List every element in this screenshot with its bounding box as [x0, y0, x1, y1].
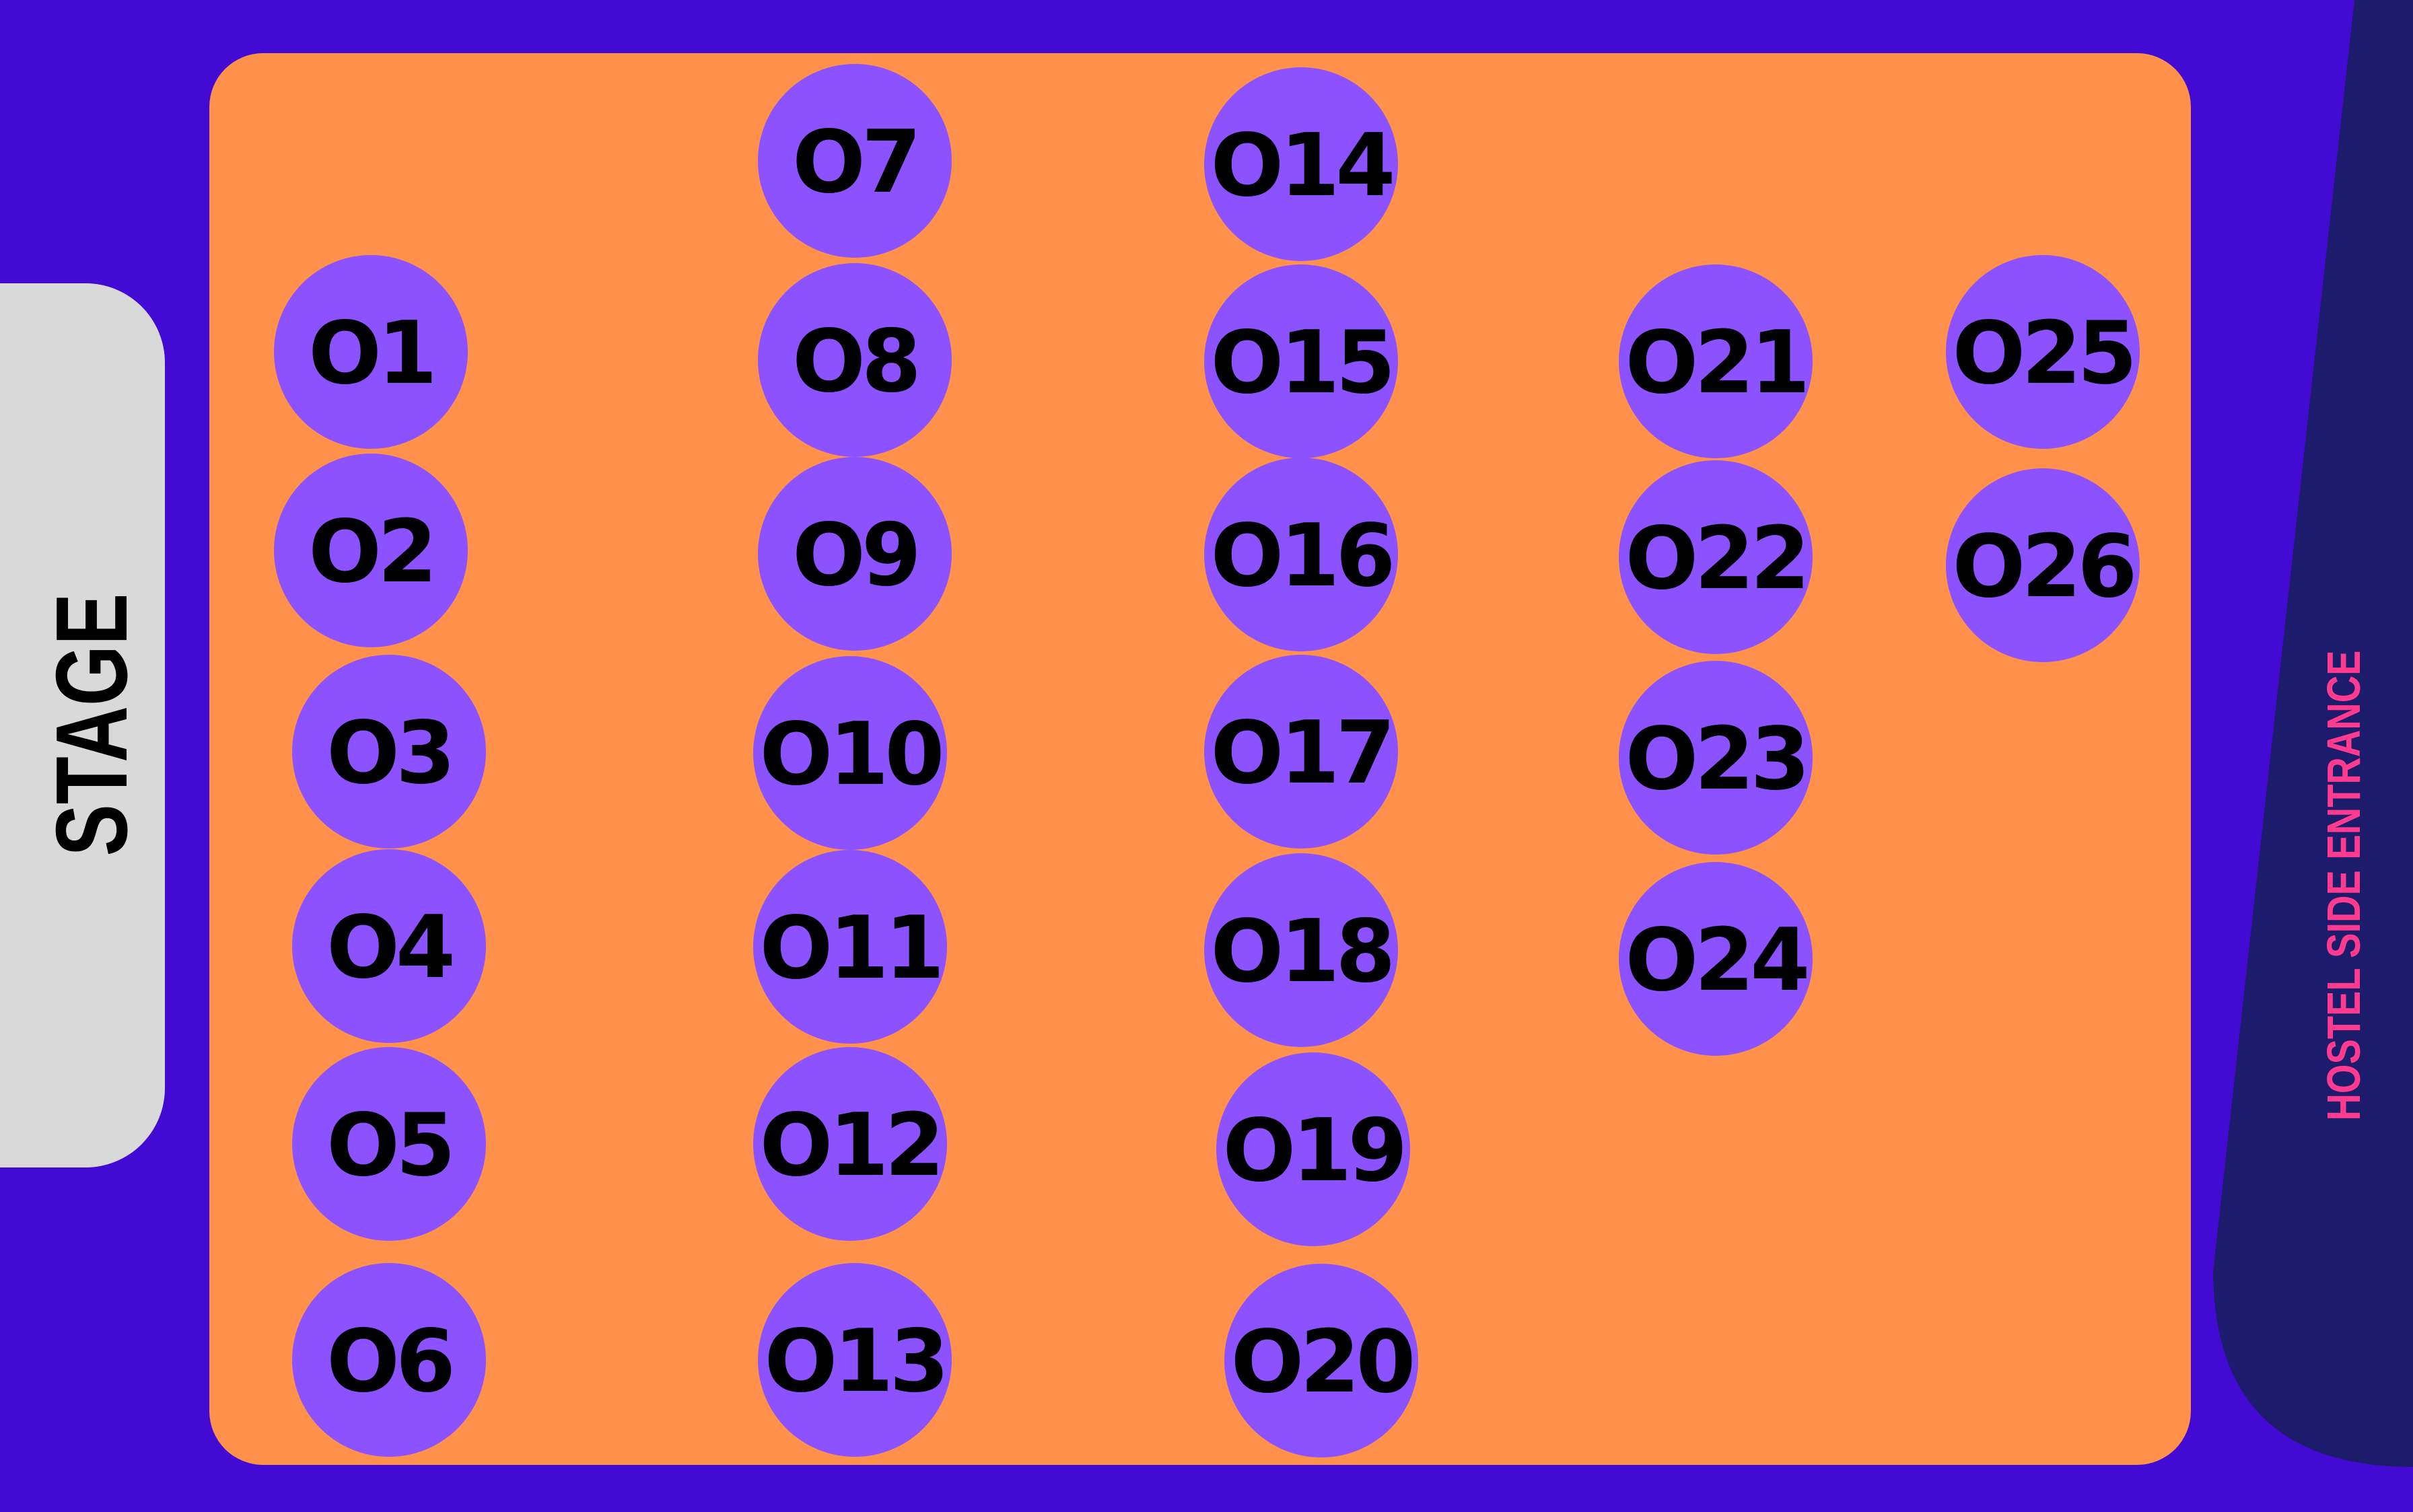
table-o13: O13: [758, 1263, 952, 1457]
table-o21: O21: [1619, 264, 1813, 458]
table-o25: O25: [1946, 255, 2140, 449]
table-o23: O23: [1619, 661, 1813, 855]
table-o24: O24: [1619, 862, 1813, 1056]
table-o22: O22: [1619, 460, 1813, 654]
table-o16: O16: [1204, 458, 1398, 651]
table-o12: O12: [753, 1047, 947, 1241]
table-o15: O15: [1204, 264, 1398, 458]
table-o9: O9: [758, 457, 952, 651]
table-o2: O2: [274, 454, 468, 647]
stage-label: STAGE: [34, 593, 149, 857]
table-o1: O1: [274, 255, 468, 449]
table-o20: O20: [1224, 1264, 1418, 1457]
table-o7: O7: [758, 64, 952, 258]
table-o17: O17: [1204, 655, 1398, 849]
entrance-label: HOSTEL SIDE ENTRANCE: [2317, 650, 2370, 1121]
table-o8: O8: [758, 263, 952, 457]
table-o6: O6: [292, 1263, 486, 1457]
table-o11: O11: [753, 850, 947, 1044]
table-o19: O19: [1216, 1052, 1410, 1246]
table-o3: O3: [292, 655, 486, 849]
table-o14: O14: [1204, 67, 1398, 261]
table-o18: O18: [1204, 853, 1398, 1047]
seating-floor: [209, 53, 2191, 1465]
table-o4: O4: [292, 849, 486, 1043]
entrance-band-shape: [2213, 0, 2413, 1467]
table-o5: O5: [292, 1047, 486, 1241]
table-o26: O26: [1946, 468, 2140, 662]
table-o10: O10: [753, 656, 947, 850]
